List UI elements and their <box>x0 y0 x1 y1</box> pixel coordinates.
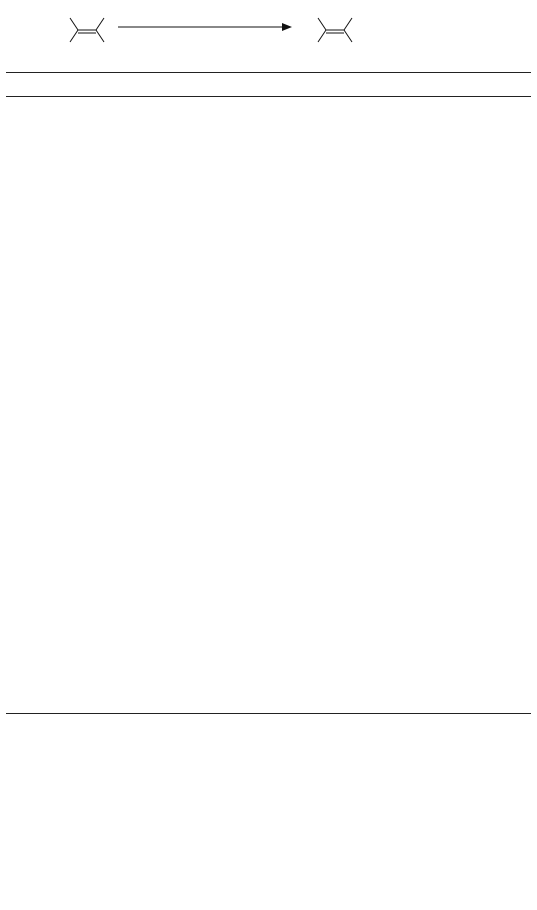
table-top-rule <box>6 72 531 73</box>
product-structure <box>314 16 360 44</box>
alkene-structure <box>66 16 112 44</box>
reaction-scheme <box>0 0 537 60</box>
header-bottom-rule <box>6 96 531 97</box>
table-bottom-rule <box>6 713 531 714</box>
reaction-arrow-icon <box>118 22 292 32</box>
